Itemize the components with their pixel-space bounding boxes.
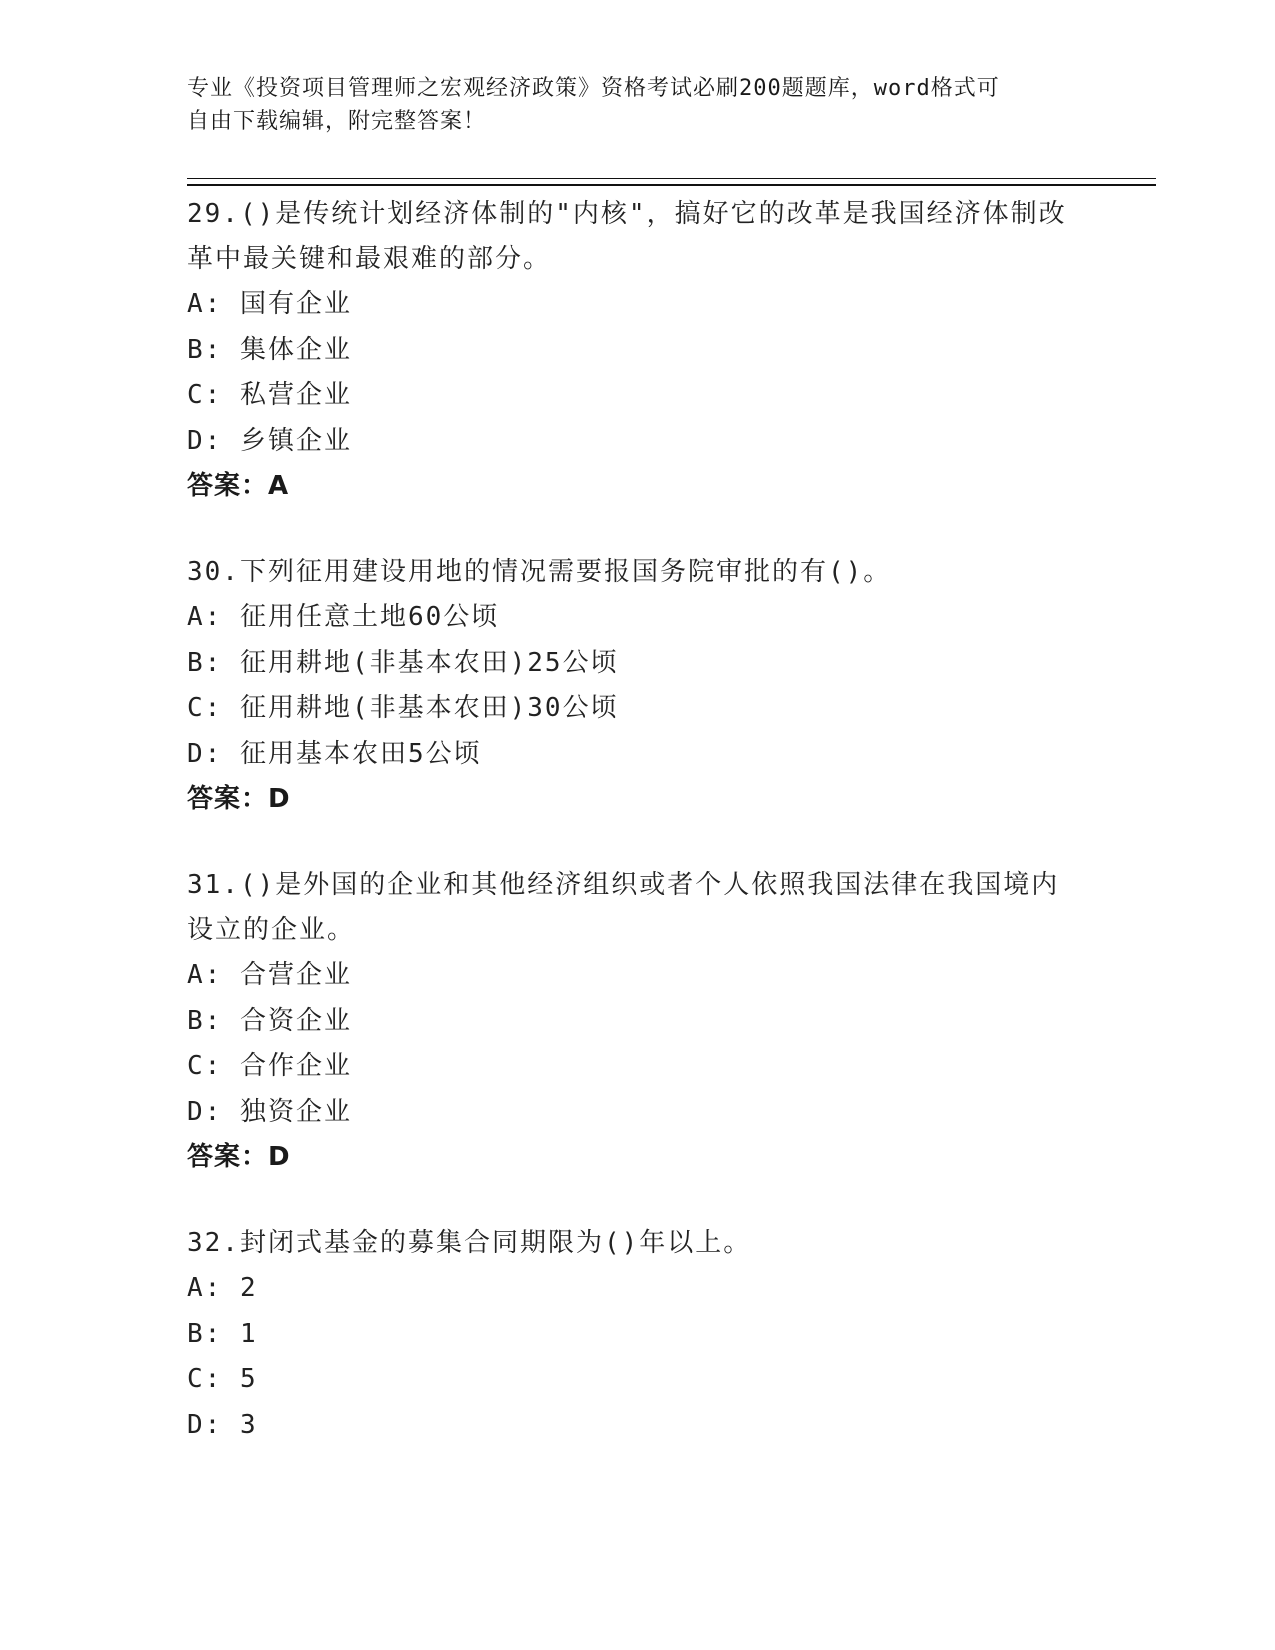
option-a: A: 国有企业 bbox=[187, 289, 352, 319]
option-d: D: 3 bbox=[187, 1409, 258, 1440]
option-a: A: 征用任意土地60公顷 bbox=[187, 601, 500, 632]
document-header bbox=[187, 72, 1067, 138]
question-stem: 32.封闭式基金的募集合同期限为()年以上。 bbox=[187, 1227, 752, 1258]
answer: 答案：A bbox=[187, 471, 290, 502]
question-32 bbox=[187, 1217, 1087, 1448]
option-b: B: 合资企业 bbox=[187, 1005, 352, 1036]
question-29 bbox=[187, 188, 1087, 510]
question-stem: 30.下列征用建设用地的情况需要报国务院审批的有()。 bbox=[187, 556, 892, 587]
question-list bbox=[187, 188, 1087, 1484]
question-31 bbox=[187, 859, 1087, 1181]
option-c: C: 5 bbox=[187, 1364, 258, 1395]
question-stem: 29.()是传统计划经济体制的"内核"，搞好它的改革是我国经济体制改革中最关键和最艰难的部分。 bbox=[187, 199, 1067, 274]
header-rule-thin bbox=[187, 178, 1156, 179]
question-stem: 31.()是外国的企业和其他经济组织或者个人依照我国法律在我国境内设立的企业。 bbox=[187, 869, 1060, 945]
answer: 答案：D bbox=[187, 784, 291, 815]
option-a: A: 2 bbox=[187, 1272, 258, 1303]
header-line-1: 专业《投资项目管理师之宏观经济政策》资格考试必刷200题题库，word格式可 bbox=[187, 76, 1000, 101]
option-a: A: 合营企业 bbox=[187, 959, 352, 990]
header-line-2: 自由下载编辑，附完整答案！ bbox=[187, 109, 487, 134]
question-30 bbox=[187, 546, 1087, 823]
option-b: B: 集体企业 bbox=[187, 334, 352, 365]
option-c: C: 私营企业 bbox=[187, 380, 352, 411]
option-d: D: 独资企业 bbox=[187, 1096, 352, 1127]
option-b: B: 1 bbox=[187, 1318, 258, 1349]
option-d: D: 乡镇企业 bbox=[187, 425, 352, 456]
answer: 答案：D bbox=[187, 1142, 291, 1173]
header-rule-thick bbox=[187, 184, 1156, 186]
option-d: D: 征用基本农田5公顷 bbox=[187, 738, 482, 769]
option-c: C: 合作企业 bbox=[187, 1051, 352, 1082]
option-c: C: 征用耕地(非基本农田)30公顷 bbox=[187, 693, 619, 724]
option-b: B: 征用耕地(非基本农田)25公顷 bbox=[187, 647, 619, 678]
